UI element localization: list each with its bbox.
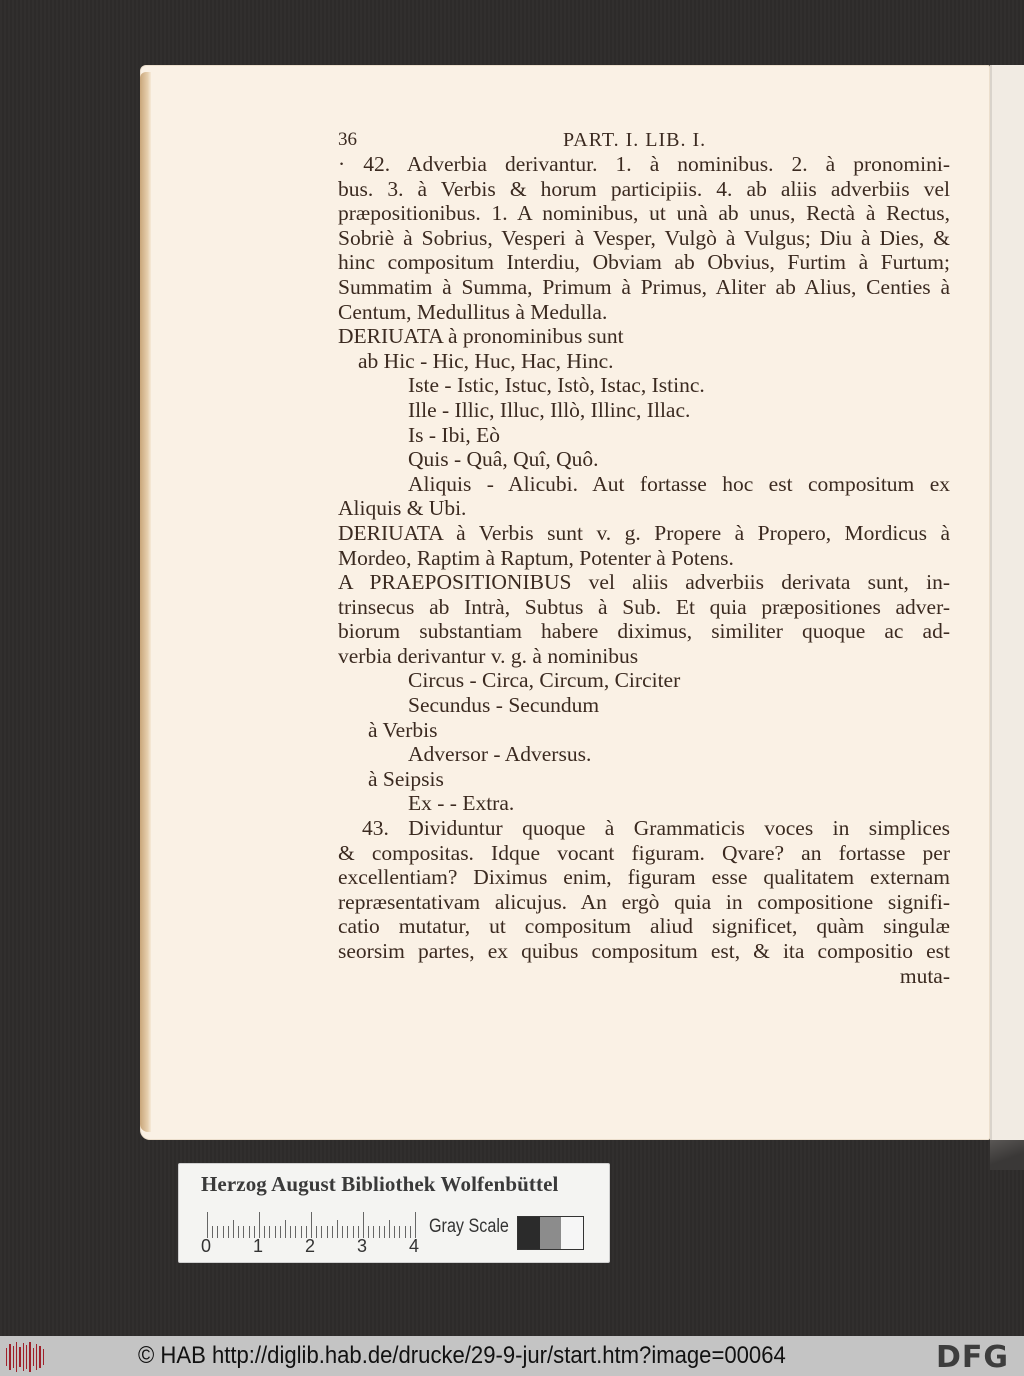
ruler-label: 1 (253, 1236, 264, 1256)
logo-bar (43, 1349, 44, 1365)
text-line: Iste - Istic, Istuc, Istò, Istac, Istinc. (408, 373, 705, 398)
text-line: Aliquis & Ubi. (338, 496, 467, 521)
text-line: Sobriè à Sobrius, Vesperi à Vesper, Vulgò à Vulgus; Diu à Dies, & (338, 225, 950, 250)
text-line: trinsecus ab Intrà, Subtus à Sub. Et quia præpositiones adver- (338, 594, 950, 619)
footer-bar (0, 1336, 1024, 1376)
text-line: Ex - - Extra. (408, 791, 515, 816)
text-line: A PRAEPOSITIONIBUS vel aliis adverbiis derivata sunt, in- (338, 570, 950, 595)
ruler-label: 4 (409, 1236, 420, 1256)
scale-ruler (207, 1212, 415, 1238)
ruler-tick (415, 1212, 416, 1238)
text-line: repræsentativam alicujus. An ergò quia in compositione signifi- (338, 889, 950, 914)
text-line: hinc compositum Interdiu, Obviam ab Obvius, Furtim à Furtum; (338, 250, 950, 275)
running-head: PART. I. LIB. I. (563, 129, 707, 151)
text-line: Aliquis - Alicubi. Aut fortasse hoc est compositum ex (408, 471, 950, 496)
text-line: Mordeo, Raptim à Raptum, Potenter à Potens. (338, 545, 734, 570)
gray-swatch (518, 1217, 540, 1249)
text-line: à Verbis (368, 717, 438, 742)
page-text (338, 128, 950, 988)
library-name: Herzog August Bibliothek Wolfenbüttel (201, 1172, 559, 1196)
text-line: & compositas. Idque vocant figuram. Qvare? an fortasse per (338, 840, 950, 865)
text-line: 43. Dividuntur quoque à Grammaticis voces in simplices (362, 816, 950, 841)
gray-scale-swatches (517, 1216, 584, 1250)
ruler-tick (311, 1212, 312, 1238)
text-line: catio mutatur, ut compositum aliud significet, quàm singulæ (338, 914, 950, 939)
text-line: Quis - Quâ, Quî, Quô. (408, 447, 599, 472)
gray-swatch (540, 1217, 562, 1249)
text-line: Centum, Medullitus à Medulla. (338, 299, 608, 324)
dfg-logo-icon: DFG (936, 1340, 1010, 1375)
page-number: 36 (338, 129, 357, 150)
text-line: DERIUATA à Verbis sunt v. g. Propere à Propero, Mordicus à (338, 520, 950, 545)
page-fore-edge (140, 72, 151, 1132)
adjacent-page-shadow (990, 1140, 1024, 1170)
logo-bar (13, 1346, 14, 1368)
text-lines (338, 152, 950, 988)
logo-bar (23, 1343, 24, 1371)
copyright-link[interactable]: © HAB http://diglib.hab.de/drucke/29-9-jur/start.htm?image=00064 (138, 1342, 786, 1369)
logo-bar (9, 1344, 10, 1370)
text-line: verbia derivantur v. g. à nominibus (338, 643, 639, 668)
ruler-label: 3 (357, 1236, 368, 1256)
ruler-labels (201, 1236, 441, 1256)
text-line: biorum substantiam habere diximus, similiter quoque ac ad- (338, 619, 950, 644)
gray-scale-label: Gray Scale (429, 1216, 509, 1237)
logo-bar (29, 1342, 30, 1372)
color-target-card (178, 1163, 610, 1263)
ruler-tick (363, 1212, 364, 1238)
logo-bar (36, 1344, 37, 1370)
text-line: à Seipsis (368, 766, 444, 791)
logo-bar (19, 1347, 20, 1367)
text-line: excellentiam? Diximus enim, figuram esse qualitatem externam (338, 865, 950, 890)
text-line: Is - Ibi, Eò (408, 422, 500, 447)
ruler-label: 2 (305, 1236, 316, 1256)
text-line: DERIUATA à pronominibus sunt (338, 324, 624, 349)
text-line: Ille - Illic, Illuc, Illò, Illinc, Illac. (408, 397, 691, 422)
text-line: bus. 3. à Verbis & horum participiis. 4. ab aliis adverbiis vel (338, 176, 950, 201)
gray-swatch (561, 1217, 583, 1249)
ruler-tick (207, 1212, 208, 1238)
text-line: · 42. Adverbia derivantur. 1. à nominibus. 2. à pronomini- (338, 152, 950, 176)
logo-bar (16, 1342, 17, 1372)
ruler-label: 0 (201, 1236, 212, 1256)
text-line: præpositionibus. 1. A nominibus, ut unà ab unus, Rectà à Rectus, (338, 201, 950, 226)
page-header (338, 128, 950, 152)
logo-bar (39, 1346, 40, 1368)
text-line: Circus - Circa, Circum, Circiter (408, 668, 681, 693)
logo-bar (26, 1345, 27, 1369)
text-line: Adversor - Adversus. (408, 742, 592, 767)
logo-bar (33, 1348, 34, 1366)
text-line: ab Hic - Hic, Huc, Hac, Hinc. (358, 348, 614, 373)
ruler-tick (259, 1212, 260, 1238)
adjacent-page-edge (990, 65, 1024, 1145)
text-line: Secundus - Secundum (408, 693, 600, 718)
logo-bar (6, 1348, 7, 1366)
hab-logo-icon (6, 1342, 44, 1372)
text-line: seorsim partes, ex quibus compositum est, & ita compositio est (338, 939, 950, 963)
text-line: Summatim à Summa, Primum à Primus, Aliter ab Alius, Centies à (338, 274, 950, 299)
text-line: muta- (899, 963, 950, 988)
